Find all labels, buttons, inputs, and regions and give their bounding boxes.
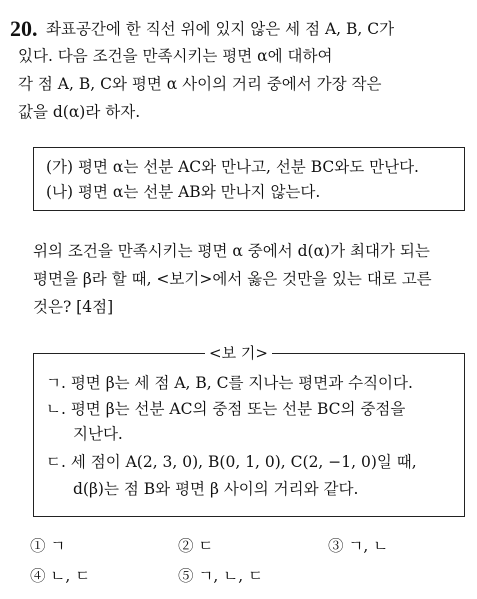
choice-2[interactable]: ② ㄷ xyxy=(178,537,214,555)
stem-line: 좌표공간에 한 직선 위에 있지 않은 세 점 A, B, C가 xyxy=(46,20,395,38)
choice-4[interactable]: ④ ㄴ, ㄷ xyxy=(30,567,91,585)
bogi-title: <보 기> xyxy=(0,343,477,363)
bogi-item-nieun-cont: 지난다. xyxy=(73,425,123,443)
choice-5[interactable]: ⑤ ㄱ, ㄴ, ㄷ xyxy=(178,567,264,585)
bogi-item-digeut-cont: d(β)는 점 B와 평면 β 사이의 거리와 같다. xyxy=(73,480,359,498)
prompt-line: 위의 조건을 만족시키는 평면 α 중에서 d(α)가 최대가 되는 xyxy=(33,242,430,260)
stem-line: 값을 d(α)라 하자. xyxy=(18,103,141,121)
prompt-line: 것은? [4점] xyxy=(33,298,114,316)
condition-ga: (가) 평면 α는 선분 AC와 만나고, 선분 BC와도 만난다. xyxy=(46,158,419,176)
choice-3[interactable]: ③ ㄱ, ㄴ xyxy=(328,537,389,555)
prompt-line: 평면을 β라 할 때, <보기>에서 옳은 것만을 있는 대로 고른 xyxy=(33,270,432,288)
bogi-item-digeut: ㄷ. 세 점이 A(2, 3, 0), B(0, 1, 0), C(2, −1, 0)일 때, xyxy=(46,453,417,471)
choice-1[interactable]: ① ㄱ xyxy=(30,537,66,555)
stem-line: 있다. 다음 조건을 만족시키는 평면 α에 대하여 xyxy=(18,47,333,65)
bogi-item-nieun: ㄴ. 평면 β는 선분 AC의 중점 또는 선분 BC의 중점을 xyxy=(46,400,406,418)
bogi-item-giyeok: ㄱ. 평면 β는 세 점 A, B, C를 지나는 평면과 수직이다. xyxy=(46,374,413,392)
question-number: 20. xyxy=(10,16,38,41)
condition-na: (나) 평면 α는 선분 AB와 만나지 않는다. xyxy=(46,183,321,201)
stem-line: 각 점 A, B, C와 평면 α 사이의 거리 중에서 가장 작은 xyxy=(18,75,382,93)
